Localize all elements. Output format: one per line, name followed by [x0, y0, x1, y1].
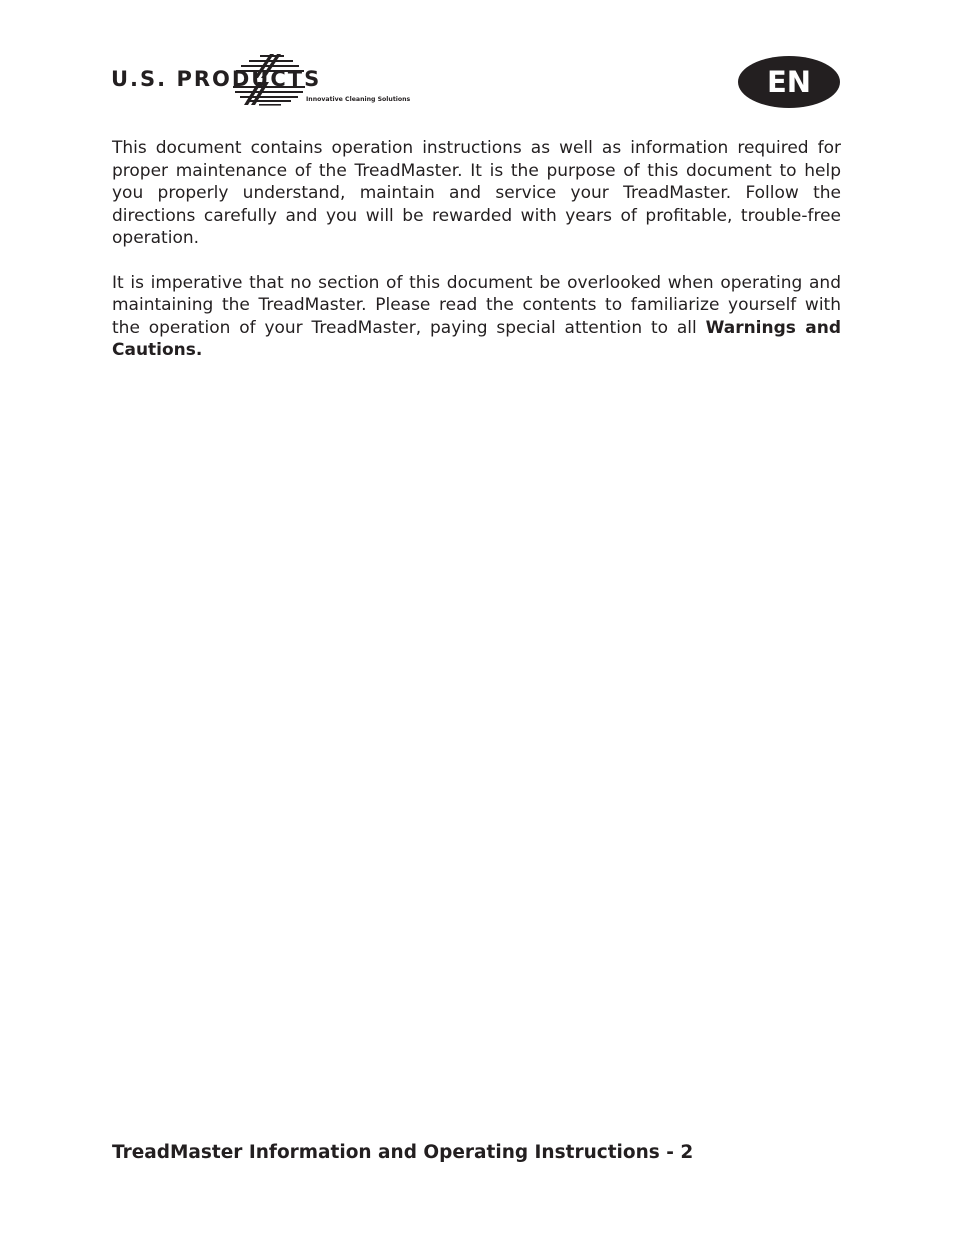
intro-paragraph: This document contains operation instructions as well as information required for proper maintenance of the TreadMaster. It is the purpose of this document to help you properly understand, maintain and service your TreadMaster. Follow the directions carefully and you will be rewarded with years of profitable, trouble-free operation. — [112, 138, 841, 248]
imperative-paragraph — [112, 272, 841, 362]
document-body — [112, 137, 841, 384]
logo-tagline: Innovative Cleaning Solutions — [306, 96, 411, 103]
us-products-logo — [110, 52, 412, 108]
imperative-text: It is imperative that no section of this document be overlooked when operating and maintaining the TreadMaster. Please read the contents to familiarize yourself with the operation of your TreadMaster, paying special attention to all — [112, 272, 841, 338]
logo-wordmark: U.S. PRODUCTS — [111, 67, 322, 91]
warnings-emphasis: Warnings and Cautions. — [112, 317, 842, 360]
logo-graphic — [110, 52, 412, 108]
language-badge: EN — [738, 56, 840, 108]
page-footer: TreadMaster Information and Operating Instructions - 2 — [112, 1142, 694, 1163]
